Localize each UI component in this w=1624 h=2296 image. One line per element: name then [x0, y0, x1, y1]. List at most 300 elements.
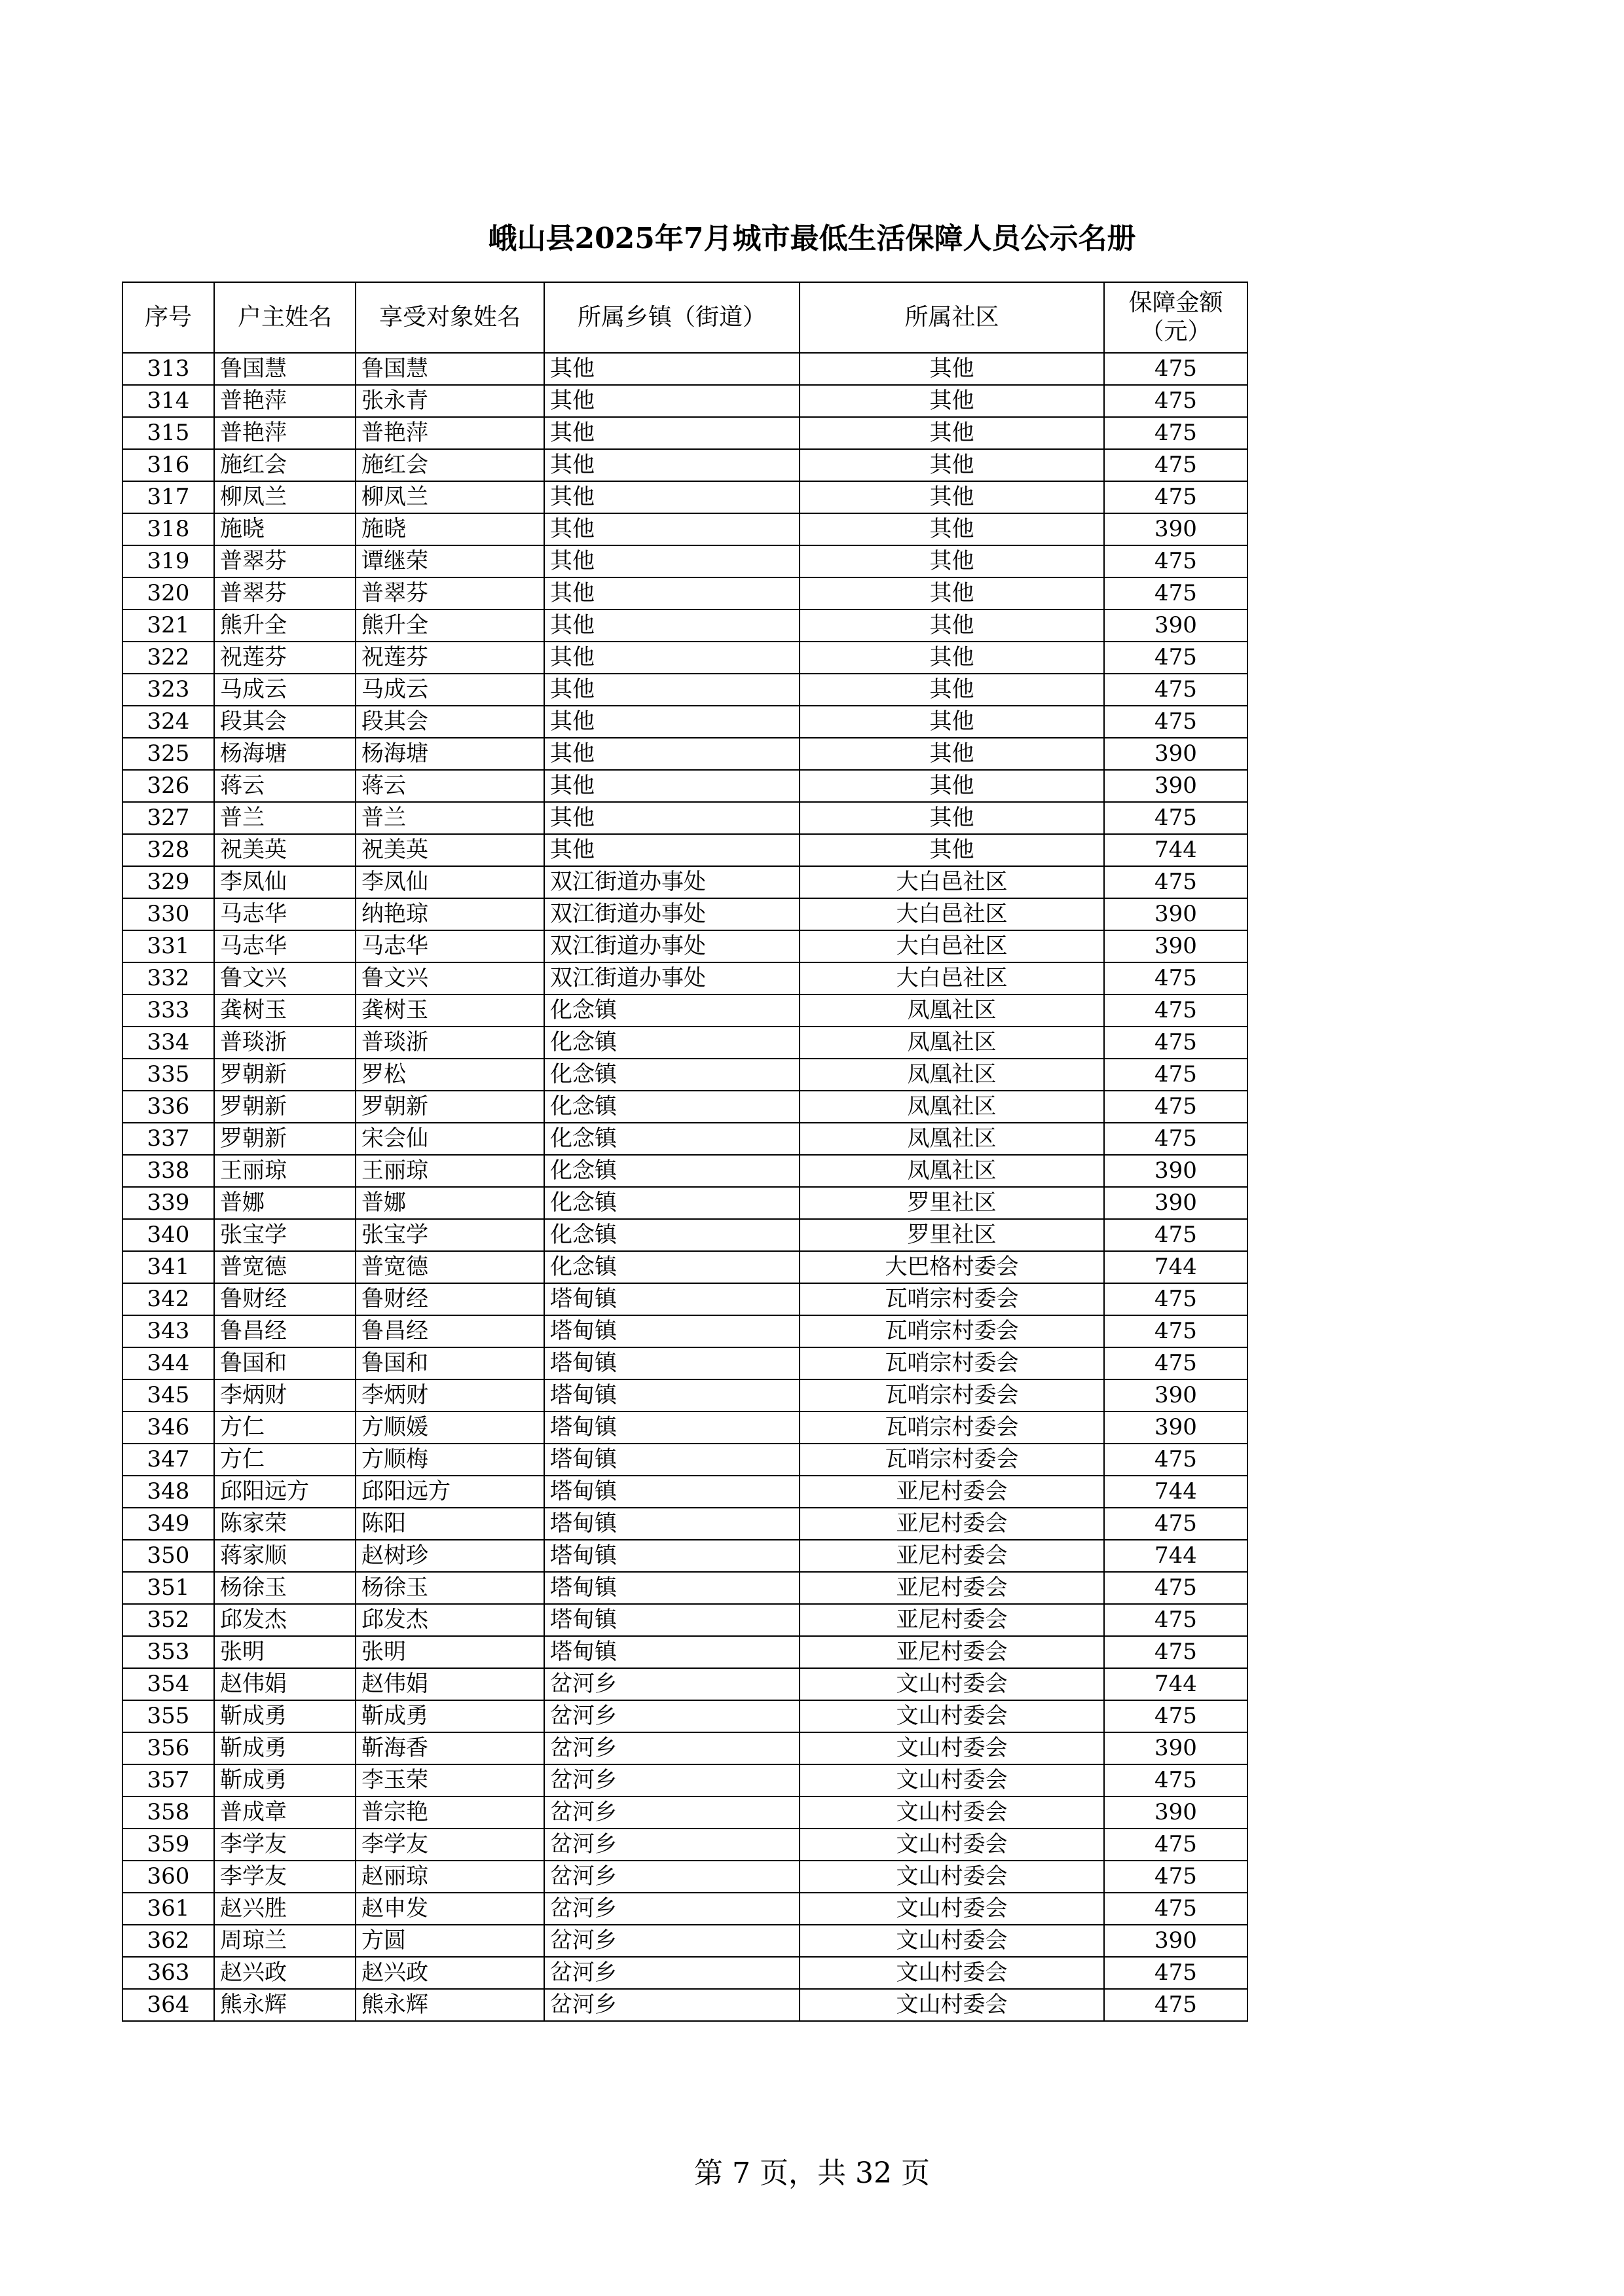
cell-beneficiary: 赵兴政 [356, 1957, 544, 1989]
cell-amount: 475 [1104, 577, 1247, 610]
cell-community: 文山村委会 [800, 1957, 1104, 1989]
cell-householder: 靳成勇 [214, 1764, 356, 1796]
cell-amount: 475 [1104, 385, 1247, 417]
cell-index: 356 [122, 1732, 214, 1764]
table-row [122, 1283, 1247, 1315]
cell-amount: 744 [1104, 1476, 1247, 1508]
cell-beneficiary: 普翠芬 [356, 577, 544, 610]
cell-index: 343 [122, 1315, 214, 1347]
cell-beneficiary: 蒋云 [356, 770, 544, 802]
header-community: 所属社区 [800, 282, 1104, 353]
cell-community: 大白邑社区 [800, 962, 1104, 994]
cell-householder: 鲁财经 [214, 1283, 356, 1315]
cell-beneficiary: 鲁财经 [356, 1283, 544, 1315]
cell-beneficiary: 鲁国慧 [356, 353, 544, 385]
cell-amount: 390 [1104, 1412, 1247, 1444]
cell-community: 文山村委会 [800, 1668, 1104, 1700]
cell-township: 塔甸镇 [544, 1444, 800, 1476]
table-row [122, 1604, 1247, 1636]
cell-township: 其他 [544, 577, 800, 610]
cell-householder: 蒋家顺 [214, 1540, 356, 1572]
cell-community: 瓦哨宗村委会 [800, 1347, 1104, 1379]
cell-beneficiary: 方顺梅 [356, 1444, 544, 1476]
cell-index: 362 [122, 1925, 214, 1957]
cell-amount: 475 [1104, 706, 1247, 738]
cell-householder: 普宽德 [214, 1251, 356, 1283]
table-row [122, 1347, 1247, 1379]
cell-township: 塔甸镇 [544, 1347, 800, 1379]
cell-index: 326 [122, 770, 214, 802]
cell-index: 337 [122, 1123, 214, 1155]
cell-community: 罗里社区 [800, 1219, 1104, 1251]
table-row [122, 481, 1247, 513]
cell-community: 其他 [800, 642, 1104, 674]
cell-beneficiary: 李学友 [356, 1829, 544, 1861]
cell-householder: 施红会 [214, 449, 356, 481]
cell-beneficiary: 龚树玉 [356, 994, 544, 1027]
cell-beneficiary: 陈阳 [356, 1508, 544, 1540]
cell-township: 塔甸镇 [544, 1636, 800, 1668]
cell-community: 瓦哨宗村委会 [800, 1412, 1104, 1444]
cell-index: 324 [122, 706, 214, 738]
cell-community: 其他 [800, 513, 1104, 545]
cell-community: 凤凰社区 [800, 1091, 1104, 1123]
cell-amount: 744 [1104, 1668, 1247, 1700]
cell-index: 342 [122, 1283, 214, 1315]
cell-householder: 鲁国慧 [214, 353, 356, 385]
cell-beneficiary: 普宽德 [356, 1251, 544, 1283]
cell-amount: 475 [1104, 1059, 1247, 1091]
table-row [122, 802, 1247, 834]
table-row [122, 1796, 1247, 1829]
cell-householder: 陈家荣 [214, 1508, 356, 1540]
cell-householder: 鲁昌经 [214, 1315, 356, 1347]
cell-township: 塔甸镇 [544, 1283, 800, 1315]
cell-community: 其他 [800, 353, 1104, 385]
cell-householder: 杨海塘 [214, 738, 356, 770]
cell-community: 亚尼村委会 [800, 1572, 1104, 1604]
cell-township: 其他 [544, 385, 800, 417]
cell-community: 亚尼村委会 [800, 1636, 1104, 1668]
cell-community: 大白邑社区 [800, 898, 1104, 930]
cell-community: 其他 [800, 706, 1104, 738]
cell-township: 岔河乡 [544, 1668, 800, 1700]
cell-amount: 475 [1104, 1283, 1247, 1315]
cell-township: 塔甸镇 [544, 1315, 800, 1347]
cell-index: 313 [122, 353, 214, 385]
cell-beneficiary: 鲁文兴 [356, 962, 544, 994]
cell-beneficiary: 马志华 [356, 930, 544, 962]
cell-amount: 390 [1104, 770, 1247, 802]
cell-beneficiary: 纳艳琼 [356, 898, 544, 930]
cell-index: 328 [122, 834, 214, 866]
cell-township: 塔甸镇 [544, 1476, 800, 1508]
cell-community: 其他 [800, 481, 1104, 513]
cell-township: 其他 [544, 770, 800, 802]
cell-beneficiary: 靳海香 [356, 1732, 544, 1764]
cell-community: 凤凰社区 [800, 1155, 1104, 1187]
cell-householder: 祝美英 [214, 834, 356, 866]
cell-index: 314 [122, 385, 214, 417]
cell-beneficiary: 鲁昌经 [356, 1315, 544, 1347]
cell-index: 325 [122, 738, 214, 770]
cell-amount: 475 [1104, 1315, 1247, 1347]
cell-householder: 普翠芬 [214, 545, 356, 577]
table-row [122, 1476, 1247, 1508]
cell-beneficiary: 杨海塘 [356, 738, 544, 770]
cell-index: 341 [122, 1251, 214, 1283]
cell-index: 327 [122, 802, 214, 834]
cell-township: 化念镇 [544, 1027, 800, 1059]
cell-township: 其他 [544, 449, 800, 481]
cell-index: 330 [122, 898, 214, 930]
table-row [122, 642, 1247, 674]
table-row [122, 1444, 1247, 1476]
cell-index: 347 [122, 1444, 214, 1476]
cell-amount: 475 [1104, 1091, 1247, 1123]
cell-township: 双江街道办事处 [544, 866, 800, 898]
cell-householder: 赵伟娟 [214, 1668, 356, 1700]
cell-amount: 390 [1104, 898, 1247, 930]
cell-amount: 475 [1104, 994, 1247, 1027]
cell-township: 其他 [544, 545, 800, 577]
cell-community: 凤凰社区 [800, 1027, 1104, 1059]
cell-township: 其他 [544, 738, 800, 770]
cell-amount: 475 [1104, 1861, 1247, 1893]
cell-community: 凤凰社区 [800, 1059, 1104, 1091]
cell-index: 319 [122, 545, 214, 577]
cell-township: 岔河乡 [544, 1829, 800, 1861]
cell-amount: 475 [1104, 1347, 1247, 1379]
cell-township: 化念镇 [544, 994, 800, 1027]
cell-township: 化念镇 [544, 1187, 800, 1219]
cell-householder: 马志华 [214, 930, 356, 962]
cell-amount: 475 [1104, 353, 1247, 385]
header-township: 所属乡镇（街道） [544, 282, 800, 353]
table-row [122, 1251, 1247, 1283]
cell-township: 岔河乡 [544, 1764, 800, 1796]
cell-township: 化念镇 [544, 1251, 800, 1283]
cell-householder: 普娜 [214, 1187, 356, 1219]
cell-index: 344 [122, 1347, 214, 1379]
cell-beneficiary: 赵申发 [356, 1893, 544, 1925]
cell-index: 322 [122, 642, 214, 674]
cell-amount: 475 [1104, 1444, 1247, 1476]
cell-amount: 390 [1104, 1155, 1247, 1187]
cell-community: 其他 [800, 610, 1104, 642]
cell-community: 文山村委会 [800, 1829, 1104, 1861]
cell-amount: 475 [1104, 1508, 1247, 1540]
cell-township: 其他 [544, 706, 800, 738]
cell-index: 320 [122, 577, 214, 610]
cell-community: 文山村委会 [800, 1796, 1104, 1829]
table-row [122, 1219, 1247, 1251]
cell-community: 其他 [800, 417, 1104, 449]
cell-township: 化念镇 [544, 1091, 800, 1123]
cell-beneficiary: 赵树珍 [356, 1540, 544, 1572]
cell-community: 文山村委会 [800, 1925, 1104, 1957]
cell-householder: 杨徐玉 [214, 1572, 356, 1604]
cell-beneficiary: 普艳萍 [356, 417, 544, 449]
cell-township: 岔河乡 [544, 1893, 800, 1925]
cell-beneficiary: 祝莲芬 [356, 642, 544, 674]
table-row [122, 1989, 1247, 2021]
cell-amount: 390 [1104, 513, 1247, 545]
cell-township: 其他 [544, 610, 800, 642]
cell-amount: 475 [1104, 866, 1247, 898]
cell-beneficiary: 赵伟娟 [356, 1668, 544, 1700]
cell-community: 其他 [800, 802, 1104, 834]
cell-index: 335 [122, 1059, 214, 1091]
cell-community: 瓦哨宗村委会 [800, 1283, 1104, 1315]
cell-amount: 475 [1104, 1700, 1247, 1732]
cell-township: 塔甸镇 [544, 1379, 800, 1412]
table-row [122, 674, 1247, 706]
cell-amount: 475 [1104, 642, 1247, 674]
cell-index: 352 [122, 1604, 214, 1636]
cell-community: 其他 [800, 770, 1104, 802]
table-row [122, 1829, 1247, 1861]
cell-beneficiary: 柳凤兰 [356, 481, 544, 513]
cell-township: 其他 [544, 834, 800, 866]
page-title: 峨山县2025年7月城市最低生活保障人员公示名册 [488, 222, 1136, 255]
cell-amount: 475 [1104, 1957, 1247, 1989]
table-row [122, 1027, 1247, 1059]
cell-beneficiary: 熊升全 [356, 610, 544, 642]
cell-householder: 罗朝新 [214, 1123, 356, 1155]
table-row [122, 1187, 1247, 1219]
table-row [122, 834, 1247, 866]
cell-householder: 罗朝新 [214, 1091, 356, 1123]
table-row [122, 545, 1247, 577]
cell-householder: 赵兴政 [214, 1957, 356, 1989]
cell-community: 瓦哨宗村委会 [800, 1315, 1104, 1347]
table-row [122, 1893, 1247, 1925]
table-row [122, 1123, 1247, 1155]
cell-householder: 熊升全 [214, 610, 356, 642]
table-row [122, 577, 1247, 610]
table-row [122, 1091, 1247, 1123]
cell-index: 361 [122, 1893, 214, 1925]
roster-table [122, 282, 1248, 2022]
cell-householder: 祝莲芬 [214, 642, 356, 674]
cell-beneficiary: 李凤仙 [356, 866, 544, 898]
table-row [122, 1764, 1247, 1796]
table-row [122, 1636, 1247, 1668]
cell-householder: 赵兴胜 [214, 1893, 356, 1925]
table-row [122, 1700, 1247, 1732]
cell-township: 其他 [544, 417, 800, 449]
cell-householder: 施晓 [214, 513, 356, 545]
cell-beneficiary: 施晓 [356, 513, 544, 545]
cell-beneficiary: 靳成勇 [356, 1700, 544, 1732]
cell-beneficiary: 张明 [356, 1636, 544, 1668]
cell-householder: 李学友 [214, 1861, 356, 1893]
cell-amount: 475 [1104, 545, 1247, 577]
header-index: 序号 [122, 282, 214, 353]
table-row [122, 1572, 1247, 1604]
cell-householder: 普翠芬 [214, 577, 356, 610]
cell-index: 355 [122, 1700, 214, 1732]
cell-township: 岔河乡 [544, 1925, 800, 1957]
cell-householder: 普成章 [214, 1796, 356, 1829]
table-row [122, 385, 1247, 417]
cell-householder: 蒋云 [214, 770, 356, 802]
cell-township: 化念镇 [544, 1123, 800, 1155]
table-row [122, 1668, 1247, 1700]
cell-amount: 475 [1104, 1764, 1247, 1796]
cell-amount: 390 [1104, 1796, 1247, 1829]
cell-householder: 罗朝新 [214, 1059, 356, 1091]
cell-amount: 744 [1104, 1251, 1247, 1283]
cell-community: 文山村委会 [800, 1893, 1104, 1925]
cell-amount: 475 [1104, 1219, 1247, 1251]
cell-amount: 475 [1104, 674, 1247, 706]
cell-householder: 方仁 [214, 1444, 356, 1476]
cell-index: 358 [122, 1796, 214, 1829]
cell-community: 其他 [800, 577, 1104, 610]
cell-community: 文山村委会 [800, 1764, 1104, 1796]
cell-beneficiary: 邱发杰 [356, 1604, 544, 1636]
table-row [122, 449, 1247, 481]
cell-index: 345 [122, 1379, 214, 1412]
cell-amount: 475 [1104, 802, 1247, 834]
header-householder: 户主姓名 [214, 282, 356, 353]
cell-amount: 475 [1104, 962, 1247, 994]
cell-community: 其他 [800, 385, 1104, 417]
cell-beneficiary: 宋会仙 [356, 1123, 544, 1155]
cell-community: 其他 [800, 834, 1104, 866]
cell-index: 353 [122, 1636, 214, 1668]
table-row [122, 1925, 1247, 1957]
cell-index: 338 [122, 1155, 214, 1187]
cell-township: 双江街道办事处 [544, 930, 800, 962]
table-row [122, 1508, 1247, 1540]
cell-community: 文山村委会 [800, 1989, 1104, 2021]
cell-township: 塔甸镇 [544, 1508, 800, 1540]
header-row [122, 282, 1247, 353]
cell-beneficiary: 赵丽琼 [356, 1861, 544, 1893]
cell-community: 瓦哨宗村委会 [800, 1379, 1104, 1412]
table-row [122, 738, 1247, 770]
cell-householder: 靳成勇 [214, 1700, 356, 1732]
cell-householder: 李炳财 [214, 1379, 356, 1412]
cell-index: 364 [122, 1989, 214, 2021]
cell-community: 亚尼村委会 [800, 1508, 1104, 1540]
cell-beneficiary: 王丽琼 [356, 1155, 544, 1187]
cell-householder: 鲁国和 [214, 1347, 356, 1379]
cell-township: 岔河乡 [544, 1989, 800, 2021]
cell-index: 346 [122, 1412, 214, 1444]
cell-beneficiary: 方圆 [356, 1925, 544, 1957]
cell-beneficiary: 罗松 [356, 1059, 544, 1091]
table-row [122, 1155, 1247, 1187]
cell-amount: 475 [1104, 1604, 1247, 1636]
cell-householder: 鲁文兴 [214, 962, 356, 994]
cell-township: 塔甸镇 [544, 1412, 800, 1444]
cell-index: 357 [122, 1764, 214, 1796]
table-row [122, 610, 1247, 642]
cell-index: 336 [122, 1091, 214, 1123]
page-footer: 第 7 页，共 32 页 [694, 2157, 930, 2190]
cell-householder: 张明 [214, 1636, 356, 1668]
cell-amount: 475 [1104, 1989, 1247, 2021]
cell-amount: 390 [1104, 1187, 1247, 1219]
cell-index: 340 [122, 1219, 214, 1251]
cell-beneficiary: 祝美英 [356, 834, 544, 866]
cell-amount: 390 [1104, 1732, 1247, 1764]
cell-beneficiary: 普宗艳 [356, 1796, 544, 1829]
cell-township: 双江街道办事处 [544, 898, 800, 930]
cell-amount: 744 [1104, 1540, 1247, 1572]
cell-township: 岔河乡 [544, 1732, 800, 1764]
cell-beneficiary: 张永青 [356, 385, 544, 417]
cell-index: 339 [122, 1187, 214, 1219]
cell-community: 亚尼村委会 [800, 1476, 1104, 1508]
table-row [122, 930, 1247, 962]
cell-index: 348 [122, 1476, 214, 1508]
cell-community: 凤凰社区 [800, 1123, 1104, 1155]
table-row [122, 866, 1247, 898]
cell-community: 其他 [800, 674, 1104, 706]
cell-beneficiary: 罗朝新 [356, 1091, 544, 1123]
cell-amount: 390 [1104, 930, 1247, 962]
table-row [122, 1861, 1247, 1893]
cell-township: 塔甸镇 [544, 1572, 800, 1604]
cell-township: 岔河乡 [544, 1957, 800, 1989]
cell-amount: 475 [1104, 417, 1247, 449]
cell-householder: 普琰浙 [214, 1027, 356, 1059]
cell-householder: 方仁 [214, 1412, 356, 1444]
cell-township: 塔甸镇 [544, 1540, 800, 1572]
cell-householder: 邱阳远方 [214, 1476, 356, 1508]
cell-amount: 475 [1104, 449, 1247, 481]
table-row [122, 898, 1247, 930]
cell-beneficiary: 熊永辉 [356, 1989, 544, 2021]
table-row [122, 1412, 1247, 1444]
cell-amount: 390 [1104, 1379, 1247, 1412]
cell-community: 罗里社区 [800, 1187, 1104, 1219]
cell-beneficiary: 张宝学 [356, 1219, 544, 1251]
cell-index: 323 [122, 674, 214, 706]
cell-householder: 周琼兰 [214, 1925, 356, 1957]
cell-beneficiary: 段其会 [356, 706, 544, 738]
cell-index: 360 [122, 1861, 214, 1893]
cell-householder: 王丽琼 [214, 1155, 356, 1187]
cell-beneficiary: 邱阳远方 [356, 1476, 544, 1508]
cell-amount: 390 [1104, 610, 1247, 642]
cell-community: 其他 [800, 449, 1104, 481]
table-row [122, 1379, 1247, 1412]
cell-beneficiary: 普兰 [356, 802, 544, 834]
cell-amount: 390 [1104, 1925, 1247, 1957]
cell-index: 363 [122, 1957, 214, 1989]
cell-amount: 475 [1104, 1027, 1247, 1059]
cell-index: 331 [122, 930, 214, 962]
cell-index: 333 [122, 994, 214, 1027]
cell-township: 其他 [544, 353, 800, 385]
table-row [122, 994, 1247, 1027]
cell-beneficiary: 李玉荣 [356, 1764, 544, 1796]
cell-index: 332 [122, 962, 214, 994]
cell-index: 321 [122, 610, 214, 642]
cell-township: 其他 [544, 513, 800, 545]
cell-community: 瓦哨宗村委会 [800, 1444, 1104, 1476]
cell-householder: 邱发杰 [214, 1604, 356, 1636]
cell-householder: 熊永辉 [214, 1989, 356, 2021]
table-row [122, 1732, 1247, 1764]
table-row [122, 1540, 1247, 1572]
